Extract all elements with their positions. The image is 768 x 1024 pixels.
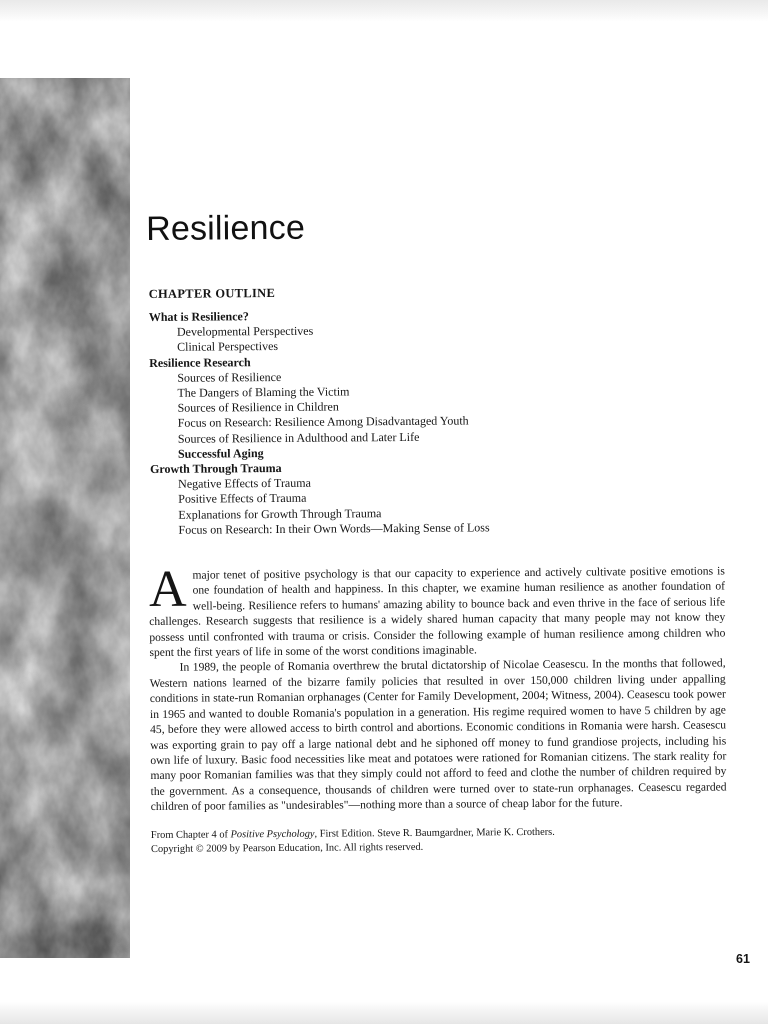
outline-item: Sources of Resilience in Children bbox=[177, 399, 339, 415]
chapter-title: Resilience bbox=[146, 208, 306, 248]
chapter-outline-list bbox=[147, 305, 725, 538]
scan-bottom-shadow bbox=[0, 1002, 768, 1024]
body-paragraph bbox=[148, 560, 726, 661]
outline-item: Resilience Research bbox=[149, 354, 251, 370]
outline-item: Developmental Perspectives bbox=[176, 323, 314, 339]
outline-item: Explanations for Growth Through Trauma bbox=[178, 505, 382, 522]
outline-item: Negative Effects of Trauma bbox=[178, 475, 311, 491]
outline-item: Focus on Research: In their Own Words—Making Sense of Loss bbox=[178, 520, 490, 537]
cloud-photo-strip bbox=[0, 78, 130, 958]
chapter-page-content bbox=[146, 205, 727, 856]
outline-item: Sources of Resilience bbox=[177, 369, 282, 385]
outline-item: Clinical Perspectives bbox=[177, 339, 279, 355]
source-note bbox=[151, 824, 727, 857]
chapter-body bbox=[148, 560, 727, 815]
outline-item: Sources of Resilience in Adulthood and Later Life bbox=[177, 429, 420, 446]
paragraph-text: major tenet of positive psychology is that our capacity to experience and actively cultivate positive emotions is one foundation of health and happiness. In this chapter, we examine human resilience as another foundation of well-being. Resilience refers to humans' amazing ability to bounce back and even thrive in the face of serious life challenges. Research suggests that resilience is a widely shared human capacity that many people may not know they possess until confronted with trauma or crisis. Consider the following example of human resilience among children who spent the first years of life in some of the worst conditions imaginable. bbox=[149, 564, 726, 660]
source-prefix: From Chapter 4 of bbox=[150, 828, 231, 841]
page-number: 61 bbox=[736, 952, 750, 966]
source-suffix: , First Edition. Steve R. Baumgardner, Marie K. Crothers. bbox=[314, 826, 555, 840]
outline-item: Growth Through Trauma bbox=[149, 460, 282, 477]
source-book-title: Positive Psychology bbox=[230, 828, 315, 840]
drop-cap: A bbox=[148, 560, 187, 619]
copyright-notice: Copyright © 2009 by Pearson Education, Inc. All rights reserved. bbox=[150, 841, 424, 855]
outline-item: Successful Aging bbox=[177, 445, 264, 461]
chapter-outline-heading: CHAPTER OUTLINE bbox=[148, 285, 276, 301]
outline-item: Focus on Research: Resilience Among Disadvantaged Youth bbox=[177, 413, 469, 431]
outline-item: Positive Effects of Trauma bbox=[178, 491, 307, 507]
outline-item: The Dangers of Blaming the Victim bbox=[177, 384, 350, 400]
body-paragraph: In 1989, the people of Romania overthrew the brutal dictatorship of Nicolae Ceasescu. In the months that followed, Western nations learned of the bizarre family policies that resulted in over 150,000 children living under appalling conditions in state-run Romanian orphanages (Center for Family Development, 2004; Witness, 2004). Ceasescu took power in 1965 and wanted to double Romania's population in a generation. His regime required women to have 5 children by age 45, before they were allowed access to birth control and abortions. Economic conditions in Romania were harsh. Ceasescu was exporting grain to pay off a large national debt and he siphoned off money to fund grandiose projects, including his own life of luxury. Basic food necessities like meat and potatoes were rationed for Romanian citizens. The stark reality for many poor Romanian families was that they simply could not afford to feed and clothe the number of children required by the government. As a consequence, thousands of children were turned over to state-run orphanages. Ceasescu regarded children of poor families as "undesirables"—nothing more than a source of cheap labor for the future. bbox=[149, 656, 727, 814]
outline-item: What is Resilience? bbox=[148, 309, 249, 324]
cloud-texture-graphic bbox=[0, 78, 130, 958]
scan-top-shadow bbox=[0, 0, 768, 22]
